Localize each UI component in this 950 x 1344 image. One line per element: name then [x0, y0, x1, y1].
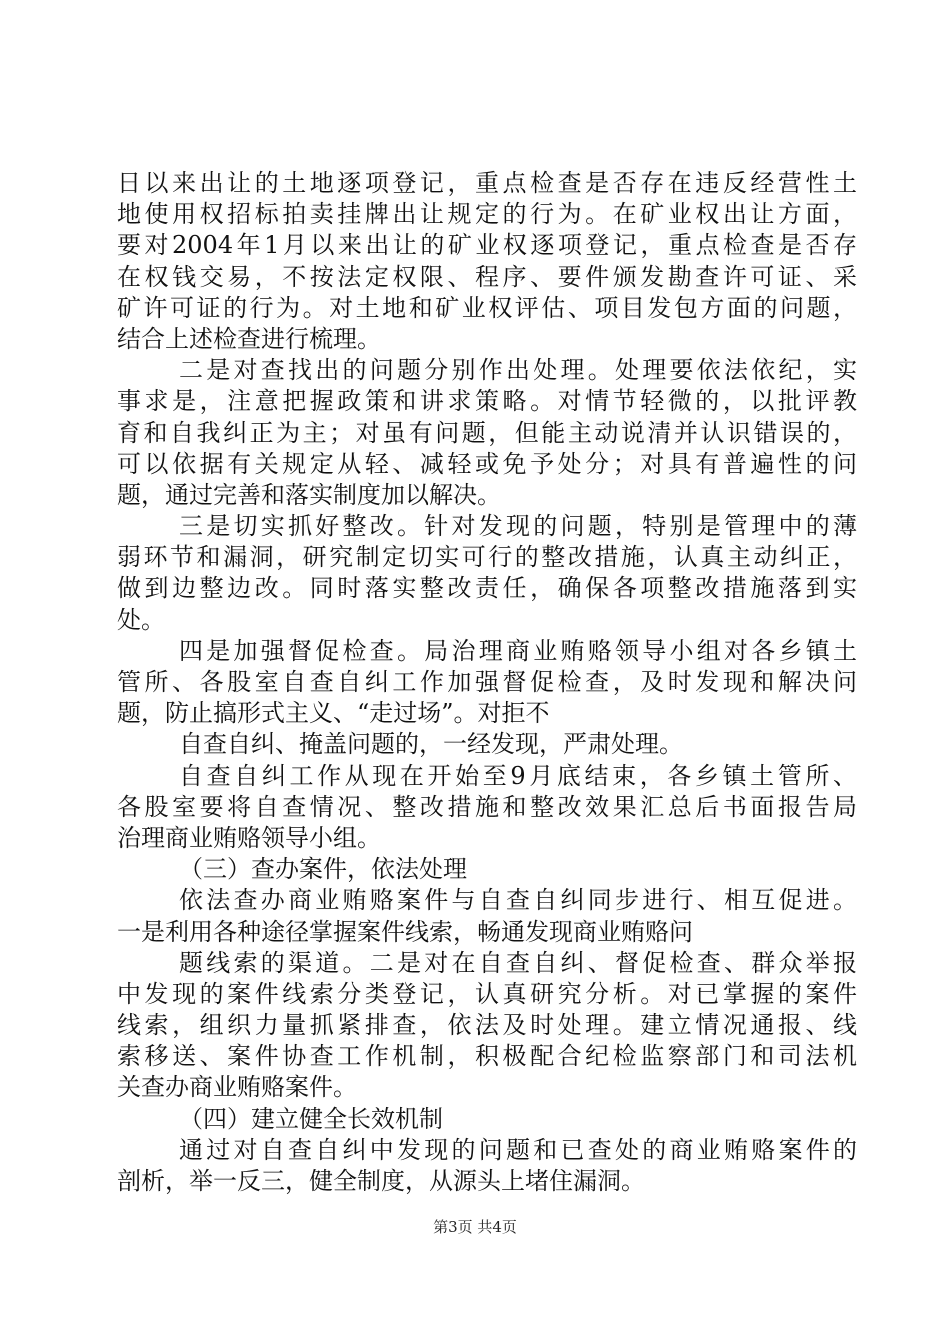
section-heading: （四）建立健全长效机制 — [179, 1104, 443, 1133]
text-line: 自查自纠工作从现在开始至9月底结束，各乡镇土管所、 — [179, 761, 857, 790]
page-number-footer: 第3页 共4页 — [433, 1218, 517, 1236]
text-line: 题，通过完善和落实制度加以解决。 — [117, 480, 501, 509]
text-line: 题线索的渠道。二是对在自查自纠、督促检查、群众举报 — [179, 948, 857, 977]
text-line: 育和自我纠正为主；对虽有问题，但能主动说清并认识错误的， — [117, 418, 857, 447]
text-line: 处。 — [117, 605, 165, 634]
text-line: 剖析，举一反三，健全制度，从源头上堵住漏洞。 — [117, 1167, 645, 1195]
text-line: 事求是，注意把握政策和讲求策略。对情节轻微的，以批评教 — [117, 387, 857, 416]
text-line: 四是加强督促检查。局治理商业贿赂领导小组对各乡镇土 — [179, 636, 857, 665]
text-line: 做到边整边改。同时落实整改责任，确保各项整改措施落到实 — [117, 574, 857, 603]
text-line: 各股室要将自查情况、整改措施和整改效果汇总后书面报告局 — [117, 792, 857, 821]
text-line: 日以来出让的土地逐项登记，重点检查是否存在违反经营性土 — [117, 169, 857, 197]
text-line: 管所、各股室自查自纠工作加强督促检查，及时发现和解决问 — [117, 668, 857, 696]
text-line: 一是利用各种途径掌握案件线索，畅通发现商业贿赂问 — [117, 917, 693, 946]
text-line: 治理商业贿赂领导小组。 — [117, 823, 381, 852]
text-line: 索移送、案件协查工作机制，积极配合纪检监察部门和司法机 — [117, 1042, 857, 1071]
section-heading: （三）查办案件，依法处理 — [179, 855, 467, 884]
text-line: 地使用权招标拍卖挂牌出让规定的行为。在矿业权出让方面， — [117, 200, 857, 229]
text-line: 要对2004年1月以来出让的矿业权逐项登记，重点检查是否存 — [117, 231, 857, 260]
text-line: 弱环节和漏洞，研究制定切实可行的整改措施，认真主动纠正， — [117, 543, 857, 572]
text-line: 可以依据有关规定从轻、减轻或免予处分；对具有普遍性的问 — [117, 449, 857, 478]
text-line: 通过对自查自纠中发现的问题和已查处的商业贿赂案件的 — [179, 1135, 857, 1164]
text-line: 线索，组织力量抓紧排查，依法及时处理。建立情况通报、线 — [117, 1011, 857, 1040]
text-line: 结合上述检查进行梳理。 — [117, 324, 381, 353]
text-line: 二是对查找出的问题分别作出处理。处理要依法依纪，实 — [179, 356, 857, 385]
text-line: 依法查办商业贿赂案件与自查自纠同步进行、相互促进。 — [179, 886, 857, 915]
text-line: 关查办商业贿赂案件。 — [117, 1073, 357, 1102]
text-line: 三是切实抓好整改。针对发现的问题，特别是管理中的薄 — [179, 512, 857, 541]
text-line: 自查自纠、掩盖问题的，一经发现，严肃处理。 — [179, 730, 683, 759]
text-line: 矿许可证的行为。对土地和矿业权评估、项目发包方面的问题， — [117, 293, 857, 322]
document-body — [117, 168, 857, 1197]
text-line: 题，防止搞形式主义、“走过场”。对拒不 — [117, 699, 550, 728]
text-line: 在权钱交易，不按法定权限、程序、要件颁发勘查许可证、采 — [117, 262, 857, 291]
text-line: 中发现的案件线索分类登记，认真研究分析。对已掌握的案件 — [117, 979, 857, 1008]
